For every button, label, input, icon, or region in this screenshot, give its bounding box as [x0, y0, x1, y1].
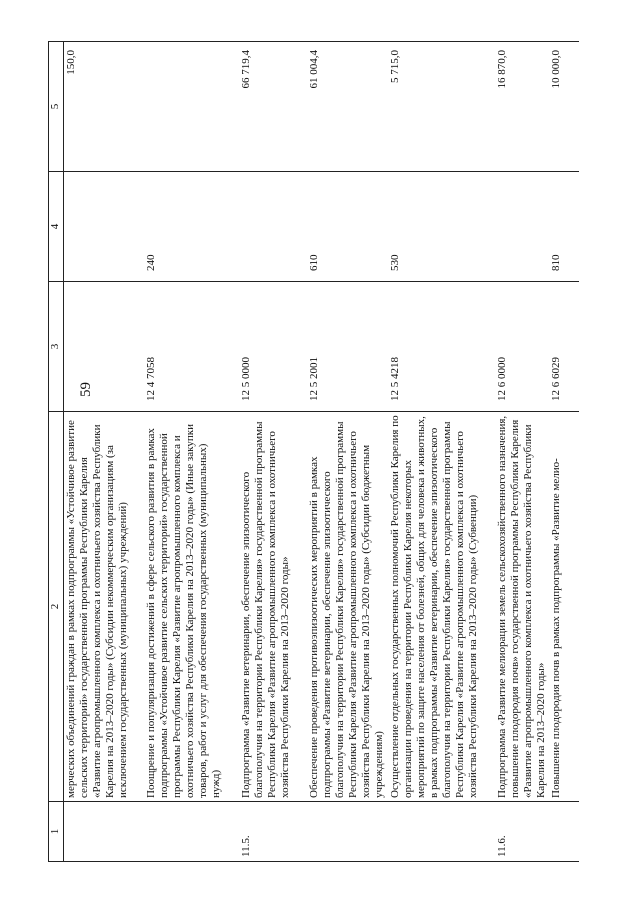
row-description: Подпрограмма «Развитие ветеринарии, обеспечение эпизоотического благополучия на территории Республики Карелия» государственной программы Республики Карелия «Развитие агропромышленного комплекса и охотничьего хозяйства Республики Карелия на 2013–2020 годы»: [239, 412, 307, 802]
row-sum: 150,0: [64, 42, 144, 172]
row-code: 12 5 2001: [307, 282, 388, 412]
row-description: Поощрение и популяризация достижений в сфере сельского развития в рамках подпрограммы «Устойчивое развитие сельских территорий» государственной программы Республики Карелия «Развитие агропромышленного комплекса и охотничьего хозяйства Республики Карелия на 2013–2020 годы» (Иные закупки товаров, работ и услуг для обеспечения государственных (муниципальных) нужд): [144, 412, 239, 802]
row-number: [388, 802, 495, 862]
row-sum: 5 715,0: [388, 42, 495, 172]
row-expense-type: [239, 172, 307, 282]
budget-table: [48, 41, 579, 862]
row-description: Повышение плодородия почв в рамках подпрограммы «Развитие мелио-: [549, 412, 579, 802]
row-number: [144, 802, 239, 862]
row-code: 12 5 4218: [388, 282, 495, 412]
column-header-4: 4: [49, 172, 64, 282]
table-row: [495, 42, 549, 862]
row-number: [64, 802, 144, 862]
column-header-5: 5: [49, 42, 64, 172]
column-header-2: 2: [49, 412, 64, 802]
row-code: 12 5 0000: [239, 282, 307, 412]
row-sum: 10 000,0: [549, 42, 579, 172]
table-row: [144, 42, 239, 862]
page-number: 59: [78, 382, 94, 397]
row-expense-type: 240: [144, 172, 239, 282]
row-sum: 16 870,0: [495, 42, 549, 172]
row-number: [307, 802, 388, 862]
table-row: [307, 42, 388, 862]
row-code: 12 4 7058: [144, 282, 239, 412]
row-code: 12 6 0000: [495, 282, 549, 412]
row-number: 11.6.: [495, 802, 549, 862]
rotated-page: [48, 42, 593, 862]
row-description: Обеспечение проведения противоэпизоотических мероприятий в рамках подпрограммы «Развитие ветеринарии, обеспечение эпизоотического благополучия на территории Республики Карелия» государственной программы Республики Карелия «Развитие агропромышленного комплекса и охотничьего хозяйства Республики Карелия на 2013–2020 годы» (Субсидии бюджетным учреждениям): [307, 412, 388, 802]
row-code: [64, 282, 144, 412]
column-header-1: 1: [49, 802, 64, 862]
row-number: [549, 802, 579, 862]
table-row: [388, 42, 495, 862]
row-expense-type: 810: [549, 172, 579, 282]
row-description: мерческих объединений граждан в рамках подпрограммы «Устойчивое развитие сельских территорий» государственной программы Республики Карелия «Развитие агропромышленного комплекса и охотничьего хозяйства Республики Карелия на 2013–2020 годы» (Субсидии некоммерческим организациям (за исключением государственных (муниципальных) учреждений): [64, 412, 144, 802]
row-number: 11.5.: [239, 802, 307, 862]
row-sum: 61 004,4: [307, 42, 388, 172]
row-expense-type: [495, 172, 549, 282]
column-header-row: [49, 42, 64, 862]
table-row: [549, 42, 579, 862]
row-expense-type: [64, 172, 144, 282]
row-code: 12 6 6029: [549, 282, 579, 412]
row-sum: [144, 42, 239, 172]
row-sum: 66 719,4: [239, 42, 307, 172]
table-row: [239, 42, 307, 862]
table-row: [64, 42, 144, 862]
column-header-3: 3: [49, 282, 64, 412]
row-description: Осуществление отдельных государственных полномочий Республики Карелия по организации проведения на территории Республики Карелия некоторых мероприятий по защите населения от болезней, общих для человека и животных, в рамках подпрограммы «Развитие ветеринарии, обеспечение эпизоотического благополучия на территории Республики Карелия» государственной программы Республики Карелия «Развитие агропромышленного комплекса и охотничьего хозяйства Республики Карелия на 2013–2020 годы» (Субвенции): [388, 412, 495, 802]
row-description: Подпрограмма «Развитие мелиорации земель сельскохозяйственного назначения, повышение плодородия почв» государственной программы Республики Карелия «Развитие агропромышленного комплекса и охотничьего хозяйства Республики Карелия на 2013–2020 годы»: [495, 412, 549, 802]
row-expense-type: 530: [388, 172, 495, 282]
row-expense-type: 610: [307, 172, 388, 282]
